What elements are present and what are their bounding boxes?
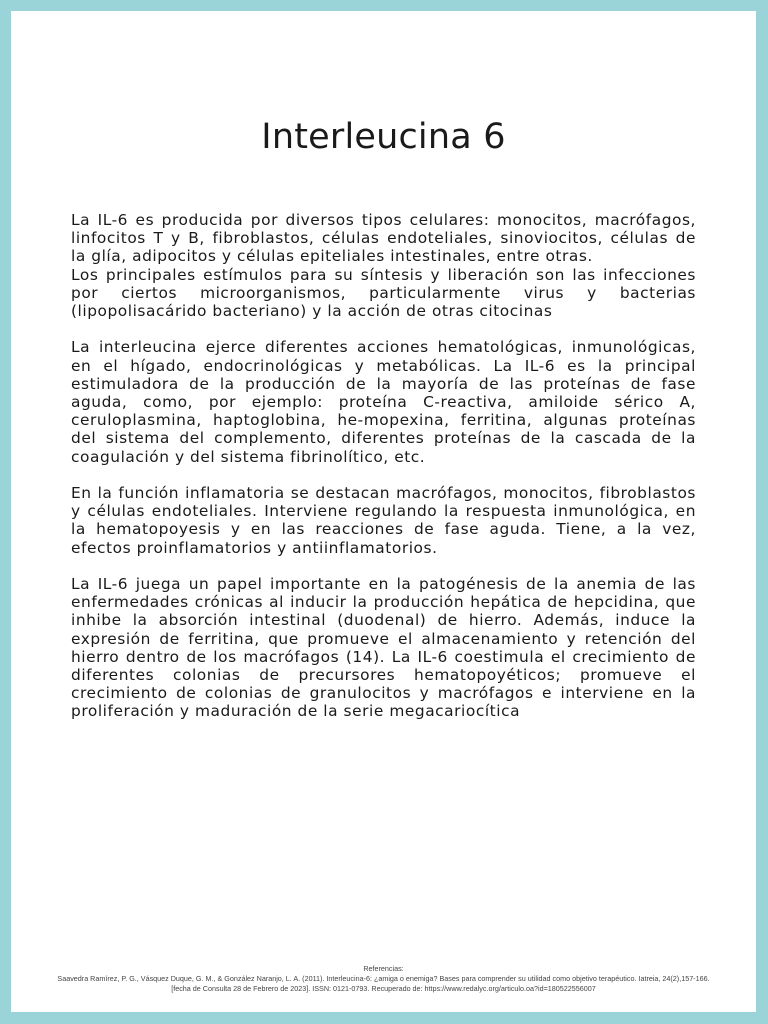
paragraph-actions: La interleucina ejerce diferentes acciones hematológicas, inmunológicas, en el hígado, endocrinológicas y metabólicas. La IL-6 es la principal estimuladora de la producción de la mayoría de las proteínas de fase aguda, como, por ejemplo: proteína C-reactiva, amiloide sérico A, ceruloplasmina, haptoglobina, he-mopexina, ferritina, algunas proteínas del sistema del complemento, diferentes proteínas de la cascada de la coagulación y del sistema fibrinolítico, etc. <box>71 338 696 466</box>
paragraph-inflammatory-function: En la función inflamatoria se destacan macrófagos, monocitos, fibroblastos y células endoteliales. Interviene regulando la respuesta inmunológica, en la hematopoyesis y en las reacciones de fase aguda. Tiene, a la vez, efectos proinflamatorios y antiinflamatorios. <box>71 484 696 557</box>
paragraph-spacer <box>71 557 696 575</box>
references-footer <box>11 964 756 994</box>
paragraph-stimuli: Los principales estímulos para su síntesis y liberación son las infecciones por ciertos microorganismos, particularmente virus y bacterias (lipopolisacárido bacteriano) y la acción de otras citocinas <box>71 265 696 321</box>
paragraph-spacer <box>71 320 696 338</box>
document-body <box>71 211 696 721</box>
reference-citation: Saavedra Ramírez, P. G., Vásquez Duque, G. M., & González Naranjo, L. A. (2011). Interleucina-6: ¿amiga o enemiga? Bases para comprender su utilidad como objetivo terapéutico. Iatreia, 24(2),157-166. <box>57 974 710 983</box>
reference-retrieval: [fecha de Consulta 28 de Febrero de 2023]. ISSN: 0121-0793. Recuperado de: https://www.redalyc.org/articulo.oa?id=180522556007 <box>171 984 596 993</box>
paragraph-cell-sources: La IL-6 es producida por diversos tipos celulares: monocitos, macrófagos, linfocitos T y B, fibroblastos, células endoteliales, sinoviocitos, células de la glía, adipocitos y células epiteliales intestinales, entre otras. <box>71 211 696 266</box>
document-page <box>11 11 756 1012</box>
page-title: Interleucina 6 <box>261 117 506 157</box>
references-heading: Referencias: <box>363 964 404 973</box>
paragraph-anemia-role: La IL-6 juega un papel importante en la patogénesis de la anemia de las enfermedades crónicas al inducir la producción hepática de hepcidina, que inhibe la absorción intestinal (duodenal) de hierro. Además, induce la expresión de ferritina, que promueve el almacenamiento y retención del hierro dentro de los macrófagos (14). La IL-6 coestimula el crecimiento de diferentes colonias de precursores hematopoyéticos; promueve el crecimiento de colonias de granulocitos y macrófagos e interviene en la proliferación y maduración de la serie megacariocítica <box>71 575 696 721</box>
paragraph-spacer <box>71 466 696 484</box>
